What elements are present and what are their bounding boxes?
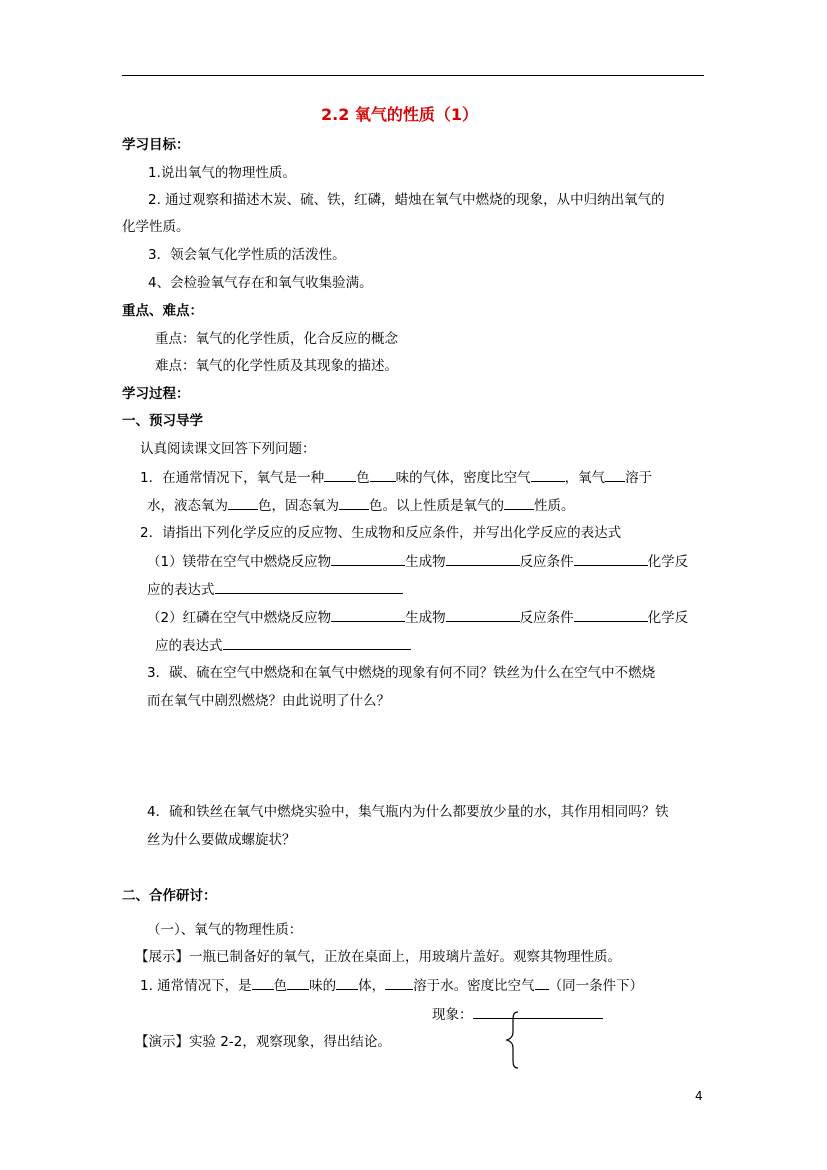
q2-1-text-e: 应的表达式	[147, 582, 215, 598]
p1-text-d: 体，	[358, 978, 386, 994]
objectives-heading: 学习目标：	[122, 137, 190, 153]
blank[interactable]	[252, 976, 274, 990]
p1-text-f: （同一条件下）	[548, 978, 644, 994]
blank[interactable]	[287, 976, 309, 990]
q1-text-a: 1．在通常情况下，氧气是一种	[140, 470, 325, 486]
keypoints-heading: 重点、难点：	[122, 303, 203, 319]
objective-3: 3．领会氧气化学性质的活泼性。	[148, 247, 346, 263]
p1-text-b: 色	[273, 978, 288, 994]
blank[interactable]	[504, 496, 534, 510]
blank[interactable]	[574, 608, 648, 622]
keypoint-key: 重点：氧气的化学性质，化合反应的概念	[155, 331, 398, 347]
question-3-line1: 3．碳、硫在空气中燃烧和在氧气中燃烧的现象有何不同？铁丝为什么在空气中不燃烧	[147, 665, 656, 681]
q2-1-text-d: 化学反	[647, 554, 689, 570]
q2-2-text-b: 生成物	[405, 610, 446, 626]
q1-text-g: 色，固态氧为	[258, 498, 339, 514]
section2-heading: 二、合作研讨：	[122, 888, 217, 904]
q2-2-text-a: （2）红磷在空气中燃烧反应物	[147, 610, 332, 626]
question-2-1-line1	[147, 552, 688, 571]
demo-text: 实验 2-2，观察现象，得出结论。	[189, 1034, 391, 1050]
question-4-line1: 4．硫和铁丝在氧气中燃烧实验中，集气瓶内为什么都要放少量的水，其作用相同吗？铁	[147, 804, 669, 820]
p1-text-e: 溶于水。密度比空气	[413, 978, 535, 994]
question-2-2-line1	[147, 608, 688, 627]
question-2: 2．请指出下列化学反应的反应物、生成物和反应条件，并写出化学反应的表达式	[140, 525, 622, 541]
blank[interactable]	[605, 468, 625, 482]
display-text: 一瓶已制备好的氧气，正放在桌面上，用玻璃片盖好。观察其物理性质。	[189, 949, 621, 965]
section1-heading: 一、预习导学	[122, 413, 203, 429]
page-number: 4	[695, 1089, 703, 1103]
blank[interactable]	[446, 608, 520, 622]
p1-text-a: 1. 通常情况下，是	[140, 978, 252, 994]
question-1-line1	[140, 468, 652, 487]
blank[interactable]	[215, 580, 403, 594]
phenomenon-label: 现象：	[432, 1007, 473, 1023]
objective-4: 4、会检验氧气存在和氧气收集验满。	[148, 275, 373, 291]
blank[interactable]	[531, 468, 565, 482]
blank[interactable]	[223, 636, 411, 650]
q2-1-text-a: （1）镁带在空气中燃烧反应物	[147, 554, 332, 570]
section1-intro: 认真阅读课文回答下列问题：	[140, 441, 316, 457]
section2-sub1: （一）、氧气的物理性质：	[147, 922, 303, 938]
demo-line	[135, 1033, 391, 1051]
physical-properties-line	[140, 976, 643, 995]
q1-text-h: 色。以上性质是氧气的	[369, 498, 504, 514]
objective-1: 1.说出氧气的物理性质。	[148, 165, 296, 181]
brace-icon	[504, 1010, 520, 1070]
question-3-line2: 而在氧气中剧烈燃烧？由此说明了什么？	[147, 693, 390, 709]
page-title: 2.2 氧气的性质（1）	[321, 105, 479, 124]
q1-text-e: 溶于	[625, 470, 653, 486]
blank[interactable]	[324, 468, 356, 482]
q1-text-c: 味的气体，密度比空气	[395, 470, 531, 486]
process-heading: 学习过程：	[122, 386, 190, 402]
q2-2-text-e: 应的表达式	[155, 638, 223, 654]
keypoint-difficult: 难点：氧气的化学性质及其现象的描述。	[155, 358, 398, 374]
display-tag: 【展示】	[135, 949, 189, 965]
display-line	[135, 948, 621, 966]
header-rule	[122, 75, 704, 76]
question-2-2-line2	[155, 636, 411, 655]
question-2-1-line2	[147, 580, 403, 599]
q1-text-f: 水，液态氧为	[147, 498, 228, 514]
blank[interactable]	[535, 976, 549, 990]
blank[interactable]	[336, 976, 358, 990]
blank[interactable]	[331, 552, 405, 566]
q2-2-text-d: 化学反	[647, 610, 689, 626]
blank[interactable]	[446, 552, 520, 566]
question-1-line2	[147, 496, 575, 515]
blank[interactable]	[331, 608, 405, 622]
p1-text-c: 味的	[309, 978, 337, 994]
objective-2-line1: 2. 通过观察和描述木炭、硫、铁，红磷，蜡烛在氧气中燃烧的现象，从中归纳出氧气的	[148, 192, 665, 208]
blank[interactable]	[473, 1005, 603, 1019]
blank[interactable]	[228, 496, 258, 510]
blank[interactable]	[574, 552, 648, 566]
blank[interactable]	[385, 976, 413, 990]
q2-1-text-c: 反应条件	[519, 554, 574, 570]
q1-text-d: ，氧气	[564, 470, 606, 486]
blank[interactable]	[370, 468, 396, 482]
objective-2-line2: 化学性质。	[122, 219, 190, 235]
q1-text-i: 性质。	[534, 498, 575, 514]
q2-1-text-b: 生成物	[405, 554, 446, 570]
question-4-line2: 丝为什么要做成螺旋状？	[147, 832, 296, 848]
q2-2-text-c: 反应条件	[519, 610, 574, 626]
demo-tag: 【演示】	[135, 1034, 189, 1050]
q1-text-b: 色	[356, 470, 370, 486]
blank[interactable]	[339, 496, 369, 510]
